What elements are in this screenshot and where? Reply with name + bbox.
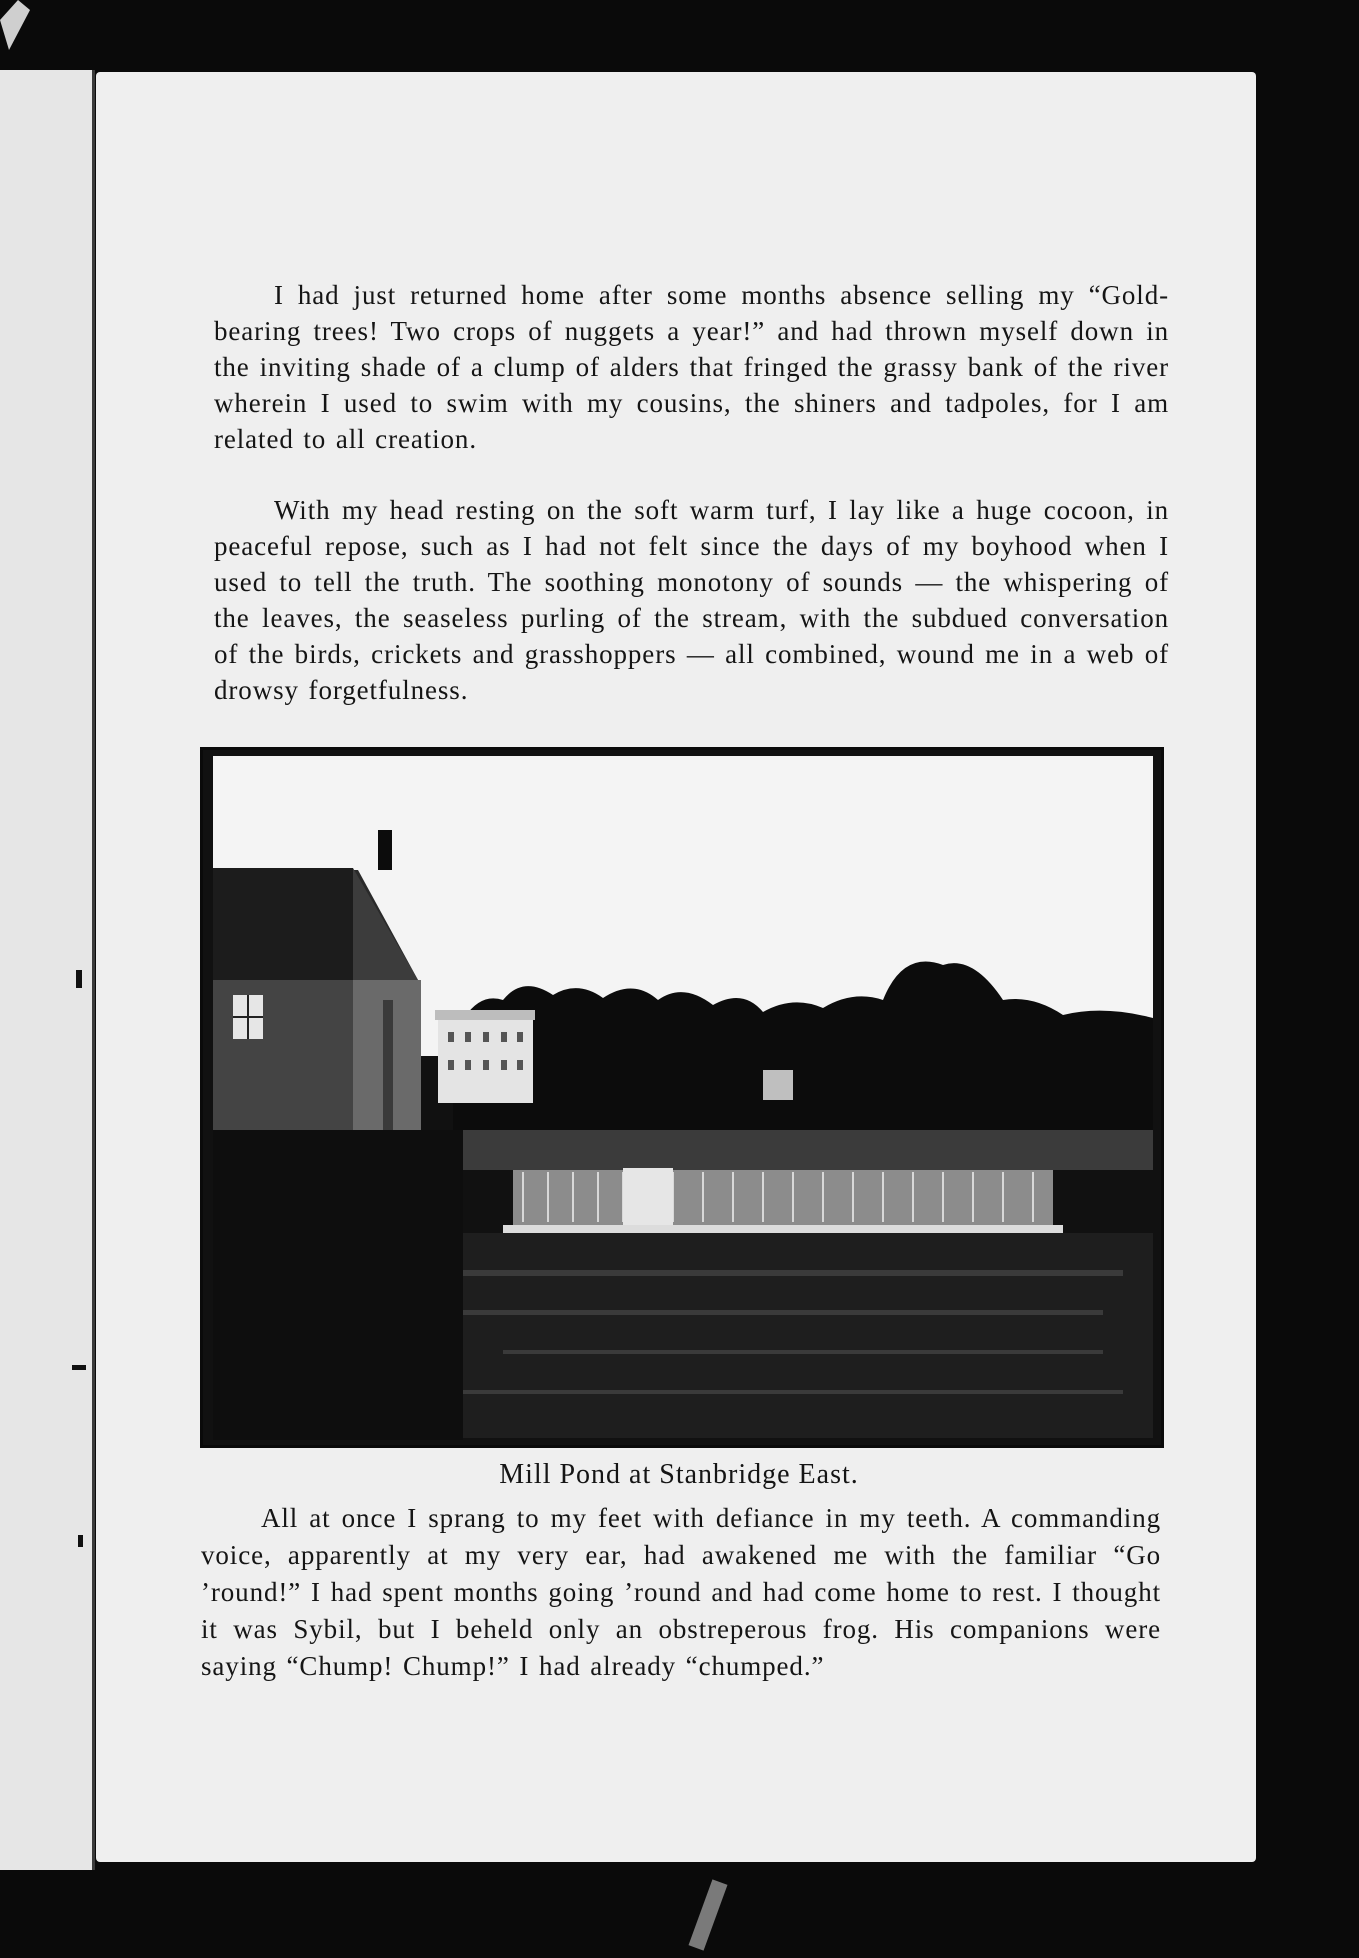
margin-mark xyxy=(72,1365,86,1370)
scan-corner-mark xyxy=(0,0,30,50)
margin-mark xyxy=(78,1535,83,1547)
book-page xyxy=(96,72,1256,1862)
paragraph-2: With my head resting on the soft warm turf, I lay like a huge cocoon, in peaceful repose, such as I had not felt since the days of my boyhood when I used to tell the truth. The soothing monotony of sounds — the whispering of the leaves, the seaseless purling of the stream, with the subdued conversation of the birds, crickets and grasshoppers — all combined, wound me in a web of drowsy forgetfulness. xyxy=(214,495,1169,705)
mill-pond-photo xyxy=(200,747,1164,1448)
left-page-edge xyxy=(0,70,95,1870)
paragraph-3: All at once I sprang to my feet with defiance in my teeth. A commanding voice, apparently at my very ear, had awakened me with the familiar “Go ’round!” I had spent months going ’round and had come home to rest. I thought it was Sybil, but I beheld only an obstreperous frog. His companions were saying “Chump! Chump!” I had already “chumped.” xyxy=(201,1503,1161,1681)
photo-caption: Mill Pond at Stanbridge East. xyxy=(499,1459,859,1490)
paragraph-1: I had just returned home after some months absence selling my “Gold-bearing trees! Two crops of nuggets a year!” and had thrown myself down in the inviting shade of a clump of alders that fringed the grassy bank of the river wherein I used to swim with my cousins, the shiners and tadpoles, for I am related to all creation. xyxy=(214,280,1169,454)
margin-mark xyxy=(76,970,82,988)
scan-smudge xyxy=(689,1879,728,1950)
